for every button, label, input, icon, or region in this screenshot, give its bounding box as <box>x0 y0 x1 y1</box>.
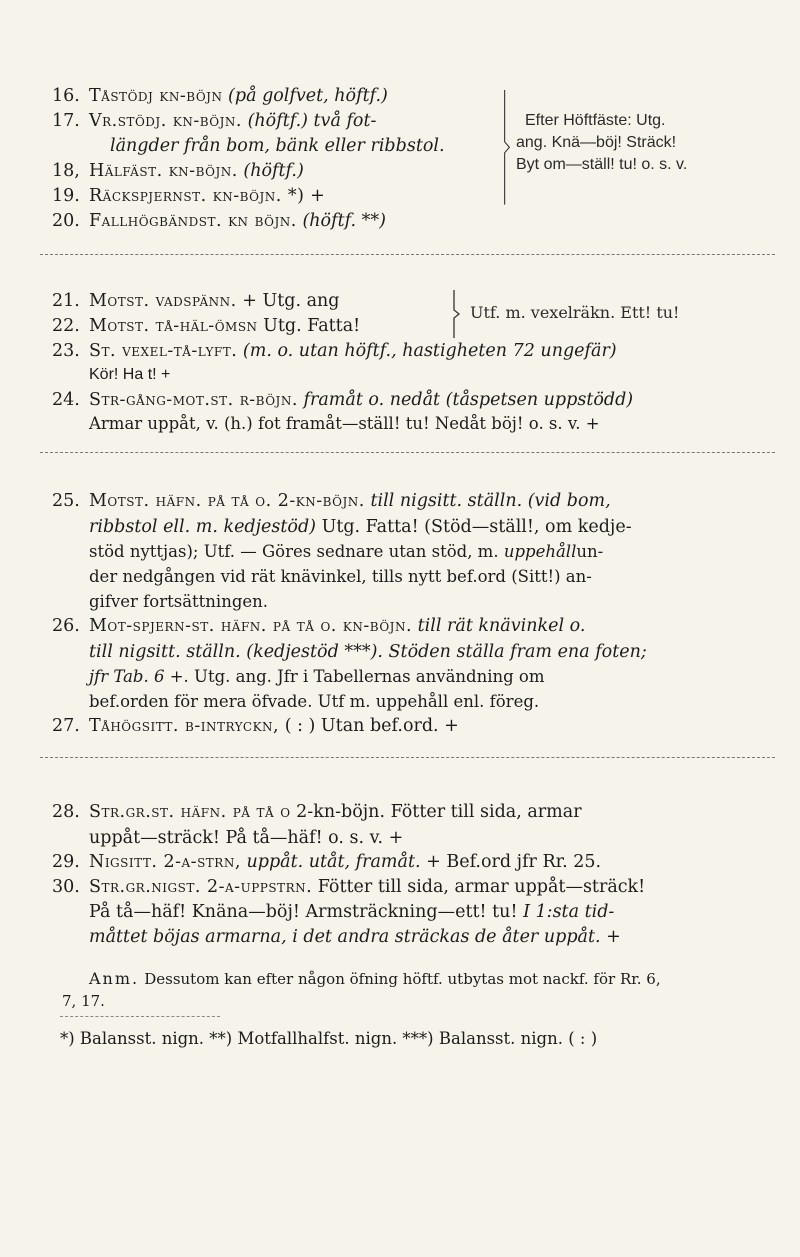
exercise-line: Tåhögsitt. b-intryckn, ( : ) Utan bef.ord. + <box>89 716 459 736</box>
exercise-continuation: ribbstol ell. m. kedjestöd) Utg. Fatta! (Stöd—ställ!, om kedje- <box>89 517 632 537</box>
grouping-brace <box>502 90 512 236</box>
exercise-continuation: till nigsitt. ställn. (kedjestöd ***). Stöden ställa fram ena foten; <box>89 642 647 662</box>
item-number: 25. <box>52 491 80 511</box>
item-number: 16. <box>52 86 80 106</box>
item-number: 24. <box>52 390 80 410</box>
footnote: *) Balansst. nign. **) Motfallhalfst. nign. ***) Balansst. nign. ( : ) <box>60 1029 598 1048</box>
command-line: På tå—häf! Knäna—böj! Armsträckning—ett! tu! I 1:sta tid- <box>89 902 615 922</box>
exercise-line: Str.gr.st. häfn. på tå o 2-kn-böjn. Fötter till sida, armar <box>89 802 582 822</box>
exercise-line: Str.gr.nigst. 2-a-uppstrn. Fötter till sida, armar uppåt—sträck! <box>89 877 646 897</box>
side-instruction: Utf. m. vexelräkn. Ett! tu! <box>470 303 680 322</box>
annotation-note: Anm. Dessutom kan efter någon öfning höftf. utbytas mot nackf. för Rr. 6, <box>89 969 661 988</box>
divider <box>40 452 775 453</box>
exercise-continuation: längder från bom, bänk eller ribbstol. <box>110 136 445 156</box>
item-number: 23. <box>52 341 80 361</box>
exercise-line: Räckspjernst. kn-böjn. *) + <box>89 186 325 206</box>
side-instruction: Byt om—ställ! tu! o. s. v. <box>516 156 688 173</box>
exercise-continuation: gifver fortsättningen. <box>89 592 269 611</box>
exercise-continuation: bef.orden för mera öfvade. Utf m. uppehåll enl. föreg. <box>89 692 540 711</box>
command-line: Kör! Ha t! + <box>89 366 171 383</box>
footnote-rule <box>60 1016 220 1017</box>
item-number: 29. <box>52 852 80 872</box>
divider <box>40 757 775 758</box>
item-number: 27. <box>52 716 80 736</box>
exercise-line: Motst. häfn. på tå o. 2-kn-böjn. till nigsitt. ställn. (vid bom, <box>89 491 611 511</box>
item-number: 28. <box>52 802 80 822</box>
side-instruction: Efter Höftfäste: Utg. <box>525 112 666 129</box>
exercise-line: Mot-spjern-st. häfn. på tå o. kn-böjn. till rät knävinkel o. <box>89 616 586 636</box>
exercise-line: Str-gång-mot.st. r-böjn. framåt o. nedåt (tåspetsen uppstödd) <box>89 390 634 410</box>
command-line: Armar uppåt, v. (h.) fot framåt—ställ! tu! Nedåt böj! o. s. v. + <box>89 414 600 433</box>
item-number: 30. <box>52 877 80 897</box>
item-number: 26. <box>52 616 80 636</box>
exercise-line: Motst. tå-häl-ömsn Utg. Fatta! <box>89 316 361 336</box>
exercise-line: Vr.stödj. kn-böjn. (höftf.) två fot- <box>89 111 377 131</box>
exercise-continuation: jfr Tab. 6 +. Utg. ang. Jfr i Tabellernas användning om <box>89 667 545 686</box>
exercise-line: St. vexel-tå-lyft. (m. o. utan höftf., hastigheten 72 ungefär) <box>89 341 617 361</box>
item-number: 17. <box>52 111 80 131</box>
exercise-line: Tåstödj kn-böjn (på golfvet, höftf.) <box>89 86 388 106</box>
exercise-line: Motst. vadspänn. + Utg. ang <box>89 291 340 311</box>
item-number: 22. <box>52 316 80 336</box>
item-number: 21. <box>52 291 80 311</box>
side-instruction: ang. Knä—böj! Sträck! <box>516 134 677 151</box>
exercise-line: Fallhögbändst. kn böjn. (höftf. **) <box>89 211 386 231</box>
item-number: 20. <box>52 211 80 231</box>
exercise-continuation: stöd nyttjas); Utf. — Göres sednare utan stöd, m. uppehållun- <box>89 542 604 561</box>
divider <box>40 254 775 255</box>
command-line: uppåt—sträck! På tå—häf! o. s. v. + <box>89 828 404 848</box>
grouping-brace <box>452 290 462 338</box>
item-number: 18, <box>52 161 80 181</box>
exercise-continuation: måttet böjas armarna, i det andra sträckas de åter uppåt. + <box>89 927 621 947</box>
exercise-line: Nigsitt. 2-a-strn, uppåt. utåt, framåt. + Bef.ord jfr Rr. 25. <box>89 852 602 872</box>
item-number: 19. <box>52 186 80 206</box>
annotation-note: 7, 17. <box>62 992 105 1010</box>
exercise-continuation: der nedgången vid rät knävinkel, tills nytt bef.ord (Sitt!) an- <box>89 567 592 586</box>
exercise-line: Hälfäst. kn-böjn. (höftf.) <box>89 161 304 181</box>
